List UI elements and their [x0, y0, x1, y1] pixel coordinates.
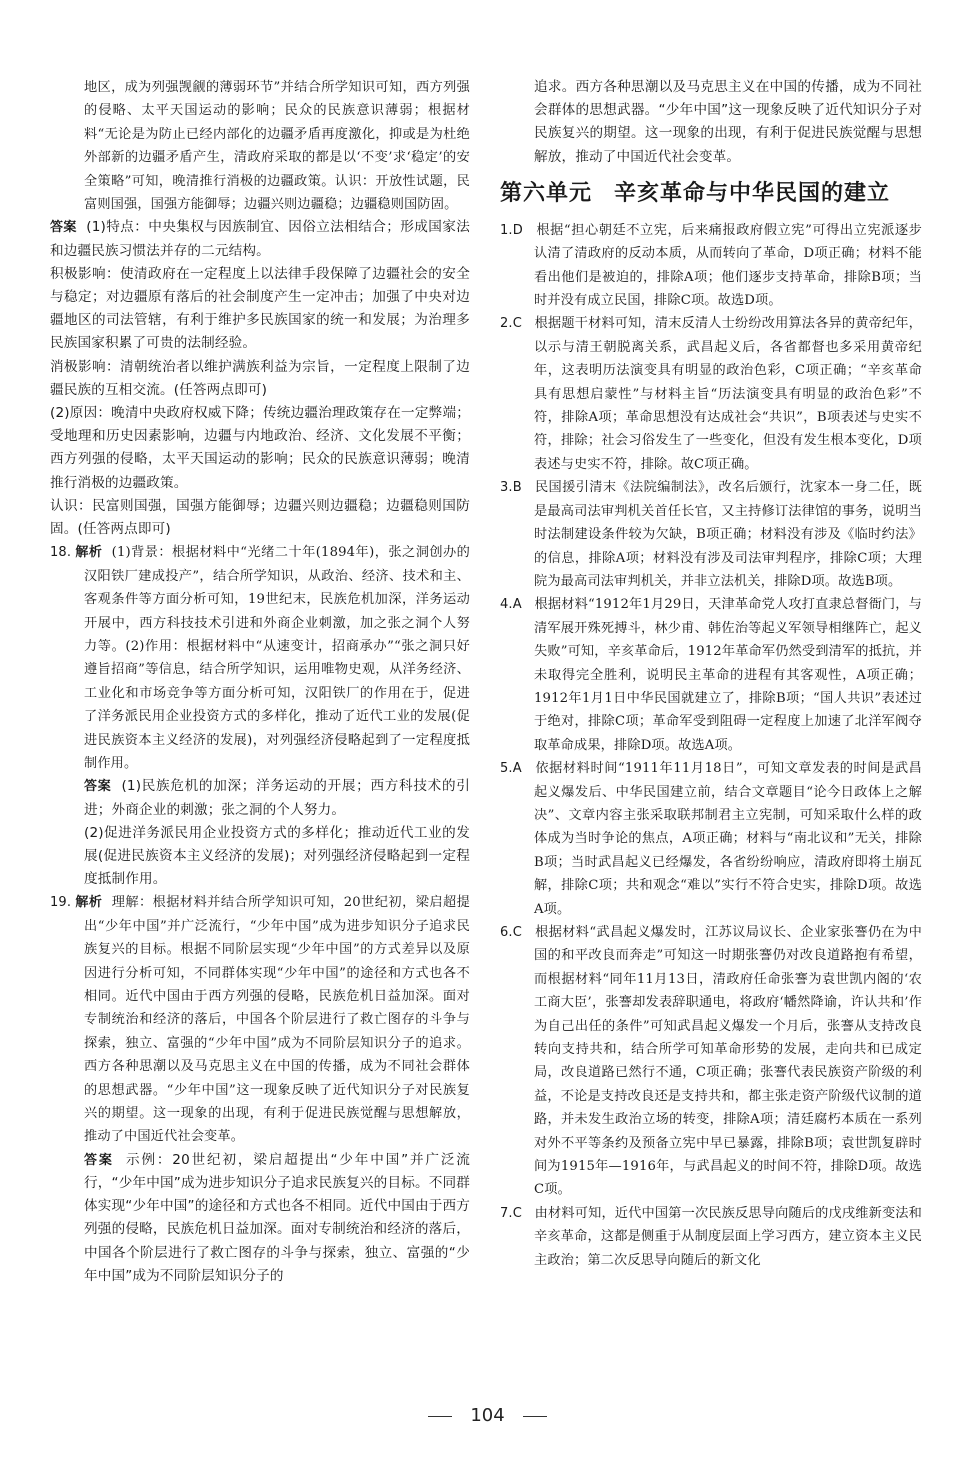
- unit-number: 第六单元: [500, 180, 593, 206]
- question-answer-key: 1.D: [500, 222, 523, 238]
- question-explanation: 根据材料“1912年1月29日，天津革命党人攻打直隶总督衙门，与清军展开殊死搏斗，林少甫、韩佐治等起义军领导相继阵亡，起义失败”可知，辛亥革命后，1912年革命军仍然受到清军的抵抗，并未取得完全胜利，说明民主革命的进程有其客观性，A项正确；1912年1月1日中华民国就建立了，排除B项；“国人共识”表述过于绝对，排除C项；革命军受到阻碍一定程度上加速了北洋军阀夺取革命成果，排除D项。故选A项。: [534, 597, 922, 753]
- question-explanation: 根据“担心朝廷不立宪，后来痛报政府假立宪”可得出立宪派逐步认清了清政府的反动本质，从而转向了革命，D项正确；材料不能看出他们是被迫的，排除A项；他们逐步支持革命，排除B项；当时并没有成立民国，排除C项。故选D项。: [534, 222, 922, 309]
- question-item: [500, 1202, 922, 1272]
- question-19-text: 理解：根据材料并结合所学知识可知，20世纪初，梁启超提出“少年中国”并广泛流行，“少年中国”成为进步知识分子追求民族复兴的目标。根据不同阶层实现“少年中国”的方式差异以及原因进行分析可知，不同群体实现“少年中国”的途径和方式也各不相同。近代中国由于西方列强的侵略，民族危机日益加深。面对专制统治和经济的落后，中国各个阶层进行了救亡图存的斗争与探索，独立、富强的“少年中国”成为不同阶层知识分子的追求。西方各种思潮以及马克思主义在中国的传播，成为不同社会群体的思想武器。“少年中国”这一现象反映了近代知识分子对民族复兴的期望。这一现象的出现，有利于促进民族觉醒与思想解放，推动了中国近代社会变革。: [84, 895, 471, 1145]
- question-18-analysis: [50, 541, 470, 775]
- question-answer-key: 4.A: [500, 597, 522, 613]
- left-column: [50, 76, 470, 1288]
- answer-label: 答案: [84, 779, 112, 795]
- question-18-answer: [50, 775, 470, 891]
- question-answer-key: 3.B: [500, 480, 522, 496]
- answer-17-negative: 消极影响：清朝统治者以维护满族利益为宗旨，一定程度上限制了边疆民族的互相交流。(任答两点即可): [50, 358, 470, 398]
- question-item: [500, 921, 922, 1202]
- question-19-analysis: [50, 891, 470, 1148]
- page-number: 104: [470, 1405, 505, 1426]
- answer-17-part1: [50, 216, 470, 262]
- question-item: [500, 476, 922, 593]
- question-18-answer-a: [84, 775, 470, 821]
- answer-17-part2-reasons: (2)原因：晚清中央政府权威下降；传统边疆治理政策存在一定弊端；受地理和历史因素影响，边疆与内地政治、经济、文化发展不平衡；西方列强的侵略，太平天国运动的影响；民众的民族意识薄弱；晚清推行消极的边疆政策。: [50, 405, 470, 491]
- answer-17-positive: 积极影响：使清政府在一定程度上以法律手段保障了边疆社会的安全与稳定；对边疆原有落后的社会制度产生一定冲击；加强了中央对边疆地区的司法管辖，有利于维护多民族国家的统一和发展；为治理多民族国家积累了可贵的法制经验。: [50, 265, 470, 352]
- question-item: [500, 312, 922, 476]
- footer-dash-left: [428, 1416, 452, 1417]
- question-explanation: 依据材料时间“1911年11月18日”，可知文章发表的时间是武昌起义爆发后、中华民国建立前，结合文章题目“论今日政体上之解决”、文章内容主张采取联邦制君主立宪制，可知采取什么样的政体成为当时争论的焦点，A项正确；材料与“南北议和”无关，排除B项；当时武昌起义已经爆发，各省纷纷响应，清政府即将土崩瓦解，排除C项；共和观念“难以”实行不符合史实，排除D项。故选A项。: [534, 761, 922, 917]
- question-18-answer-b: (2)促进洋务派民用企业投资方式的多样化；推动近代工业的发展(促进民族资本主义经济的发展)；对列强经济侵略起到一定程度抵制作用。: [84, 824, 470, 888]
- answer-block-17: [50, 216, 470, 541]
- question-item: [500, 593, 922, 757]
- question-answer-key: 7.C: [500, 1205, 522, 1221]
- question-number: 18.: [50, 545, 72, 561]
- question-answer-key: 2.C: [500, 316, 522, 332]
- question-answer-key: 6.C: [500, 925, 522, 940]
- question-explanation: 由材料可知，近代中国第一次民族反思导向随后的戊戌维新变法和辛亥革命，这都是侧重于从制度层面上学习西方，建立资本主义民主政治；第二次反思导向随后的新文化: [534, 1205, 922, 1268]
- question-item: [500, 757, 922, 921]
- question-explanation: 根据题干材料可知，清末反清人士纷纷改用算法各异的黄帝纪年，以示与清王朝脱离关系，武昌起义后，各省都督也多采用黄帝纪年，这表明历法演变具有明显的政治色彩，C项正确；“辛亥革命具有思想启蒙性”与材料主旨“历法演变具有明显的政治色彩”不符，排除A项；革命思想没有达成社会“共识”，B项表述与史实不符，排除；社会习俗发生了一些变化，但没有发生根本变化，D项表述与史实不符，排除。故C项正确。: [534, 316, 922, 472]
- analysis-label: 解析: [75, 895, 103, 911]
- page-footer: [0, 1405, 975, 1426]
- continuation-paragraph: 地区，成为列强觊觎的薄弱环节”并结合所学知识可知，西方列强的侵略、太平天国运动的影响；民众的民族意识薄弱；根据材料“无论是为防止已经内部化的边疆矛盾再度激化，抑或是为杜绝外部新的边疆矛盾产生，清政府采取的都是以‘不变’求‘稳定’的安全策略”可知，晚清推行消极的边疆政策。认识：开放性试题，民富则国强，国强方能御辱；边疆兴则边疆稳；边疆稳则国防固。: [84, 80, 470, 213]
- answer-17-text-a: (1)特点：中央集权与因族制宜、因俗立法相结合；形成国家法和边疆民族习惯法并存的二元结构。: [50, 219, 470, 259]
- answer-label: 答案: [84, 1152, 114, 1168]
- continuation-paragraph-right: 追求。西方各种思潮以及马克思主义在中国的传播，成为不同社会群体的思想武器。“少年中国”这一现象反映了近代知识分子对民族复兴的期望。这一现象的出现，有利于促进民族觉醒与思想解放，推动了中国近代社会变革。: [534, 79, 922, 165]
- answer-17-understanding: 认识：民富则国强，国强方能御辱；边疆兴则边疆稳；边疆稳则国防固。(任答两点即可): [50, 497, 470, 538]
- question-19-answer-text-row: [84, 1149, 470, 1288]
- question-19-answer-text: 示例：20世纪初，梁启超提出“少年中国”并广泛流行，“少年中国”成为进步知识分子追求民族复兴的目标。不同群体实现“少年中国”的途径和方式也各不相同。近代中国由于西方列强的侵略，民族危机日益加深。面对专制统治和经济的落后，中国各个阶层进行了救亡图存的斗争与探索，独立、富强的“少年中国”成为不同阶层知识分子的: [84, 1151, 470, 1284]
- answer-label: 答案: [50, 220, 77, 236]
- question-19-answer: [50, 1149, 470, 1288]
- right-column: [500, 76, 922, 1272]
- footer-dash-right: [523, 1416, 547, 1417]
- unit-heading: [500, 177, 922, 211]
- question-answer-key: 5.A: [500, 761, 522, 777]
- question-explanation: 民国援引清末《法院编制法》，改名后颁行，沈家本一身二任，既是最高司法审判机关首任长官，又主持修订法律馆的事务，说明当时法制建设条件较为欠缺，B项正确；材料没有涉及《临时约法》的信息，排除A项；材料没有涉及司法审判程序，排除C项；大理院为最高司法审判机关，并非立法机关，排除D项。故选B项。: [534, 480, 923, 589]
- question-18-answer-text-a: (1)民族危机的加深；洋务运动的开展；西方科技术的引进；外商企业的刺激；张之洞的个人努力。: [84, 778, 470, 818]
- question-18-text: (1)背景：根据材料中“光绪二十年(1894年)，张之洞创办的汉阳铁厂建成投产”，结合所学知识，从政治、经济、技术和主、客观条件等方面分析可知，19世纪末，民族危机加深，洋务运动开展中，西方科技技术引进和外商企业刺激，加之张之洞个人努力等。(2)作用：根据材料中“从速变计，招商承办”“张之洞只好遵旨招商”等信息，结合所学知识，运用唯物史观，从洋务经济、工业化和市场竞争等方面分析可知，汉阳铁厂的作用在于，促进了洋务派民用企业投资方式的多样化，推动了近代工业的发展(促进民族资本主义经济的发展)，对列强经济侵略起到了一定程度抵制作用。: [84, 545, 470, 771]
- unit-title: 辛亥革命与中华民国的建立: [614, 180, 891, 206]
- question-list: [500, 219, 922, 1272]
- question-item: [500, 219, 922, 313]
- question-number: 19.: [50, 895, 72, 911]
- question-explanation: 根据材料“武昌起义爆发时，江苏议局议长、企业家张謇仍在为中国的和平改良而奔走”可知这一时期张謇仍对改良道路抱有希望，而根据材料“同年11月13日，清政府任命张謇为袁世凯内阁的‘农工商大臣’，张謇却发表辞职通电，将政府‘幡然降谕，许认共和’作为自己出任的条件”可知武昌起义爆发一个月后，张謇从支持改良转向支持共和，结合所学可知革命形势的发展，走向共和已成定局，改良道路已然行不通，C项正确；张謇代表民族资产阶级的利益，不论是支持改良还是支持共和，都主张走资产阶级代议制的道路，并未发生政治立场的转变，排除A项；清廷腐朽本质在一系列对外不平等条约及预备立宪中早已暴露，排除B项；袁世凯复辟时间为1915年—1916年，与武昌起义的时间不符，排除D项。故选C项。: [534, 925, 922, 1198]
- analysis-label: 解析: [75, 545, 103, 561]
